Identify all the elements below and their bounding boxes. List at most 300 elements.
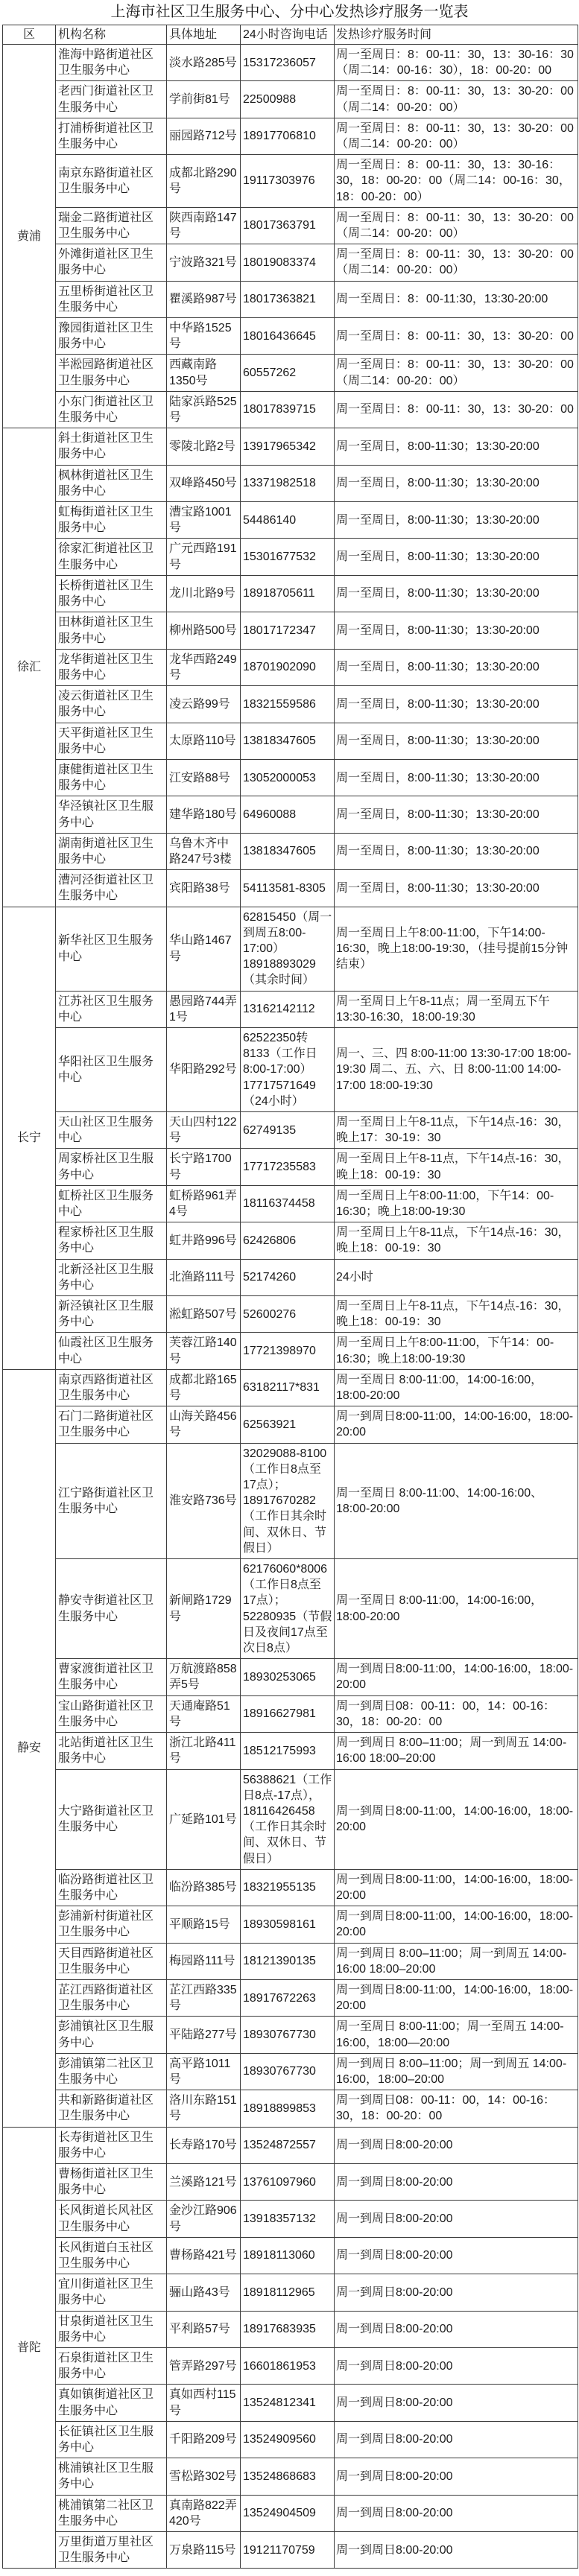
institution-name: 南京东路街道社区卫生服务中心 — [56, 155, 167, 208]
address: 零陵北路2号 — [167, 428, 241, 465]
service-hours: 周一到周日 8:00–11:00；周一到周五 14:00-16:00，18:00–20:00 — [335, 2053, 578, 2090]
address: 芷江西路335号 — [167, 1979, 241, 2016]
institution-name: 豫园街道社区卫生服务中心 — [56, 318, 167, 355]
service-hours: 周一至周日，8:00-11:30；13:30-20:00 — [335, 796, 578, 833]
consult-phone: 18916627981 — [241, 1695, 335, 1732]
page-title: 上海市社区卫生服务中心、分中心发热诊疗服务一览表 — [110, 4, 469, 20]
consult-phone: 17721398970 — [241, 1333, 335, 1369]
table-row — [3, 45, 578, 81]
address: 平顺路15号 — [167, 1906, 241, 1943]
service-hours: 周一至周日，8:00-11:30；13:30-20:00 — [335, 870, 578, 907]
consult-phone: 62563921 — [241, 1406, 335, 1443]
consult-phone: 17717235583 — [241, 1149, 335, 1185]
address: 华山路1467号 — [167, 907, 241, 991]
service-hours: 周一至周日 8:00-11:00、14:00-16:00、18:00-20:00 — [335, 1443, 578, 1558]
institution-name: 江苏社区卫生服务中心 — [56, 991, 167, 1027]
table-row — [3, 1222, 578, 1259]
consult-phone: 18918113060 — [241, 2237, 335, 2274]
service-hours: 周一至周日，8:00-11:30；13:30-20:00 — [335, 428, 578, 465]
consult-phone: 62749135 — [241, 1111, 335, 1148]
service-hours: 周一至周日，8:00-11:30；13:30-20:00 — [335, 612, 578, 649]
table-row — [3, 391, 578, 428]
consult-phone: 18321559586 — [241, 686, 335, 723]
address: 广延路101号 — [167, 1769, 241, 1869]
service-hours: 周一至周日 8:00-11:00，14:00-16:00，18:00-20:00 — [335, 1369, 578, 1406]
consult-phone: 52174260 — [241, 1259, 335, 1295]
district-name: 徐汇 — [3, 428, 56, 907]
district-name: 长宁 — [3, 907, 56, 1369]
consult-phone: 60557262 — [241, 355, 335, 391]
service-hours: 周一至周日，8:00-11:30；13:30-20:00 — [335, 539, 578, 575]
table-row — [3, 1369, 578, 1406]
address: 漕宝路1001号 — [167, 502, 241, 539]
service-hours: 周一至周日上午8-11点；周一至周五下午13:30-16:30，18:00-19:30 — [335, 991, 578, 1027]
address: 真南路822弄420号 — [167, 2495, 241, 2531]
consult-phone: 13918357132 — [241, 2201, 335, 2237]
address: 万航渡路858弄5号 — [167, 1659, 241, 1695]
service-hours: 周一到周日8:00-20:00 — [335, 2163, 578, 2200]
address: 宁波路321号 — [167, 244, 241, 281]
institution-name: 石泉街道社区卫生服务中心 — [56, 2348, 167, 2385]
institution-name: 徐家汇街道社区卫生服务中心 — [56, 539, 167, 575]
service-hours: 周一到周日 8:00–11:00；周一到周五 14:00-16:00 18:00–20:00 — [335, 1943, 578, 1979]
institution-name: 龙华街道社区卫生服务中心 — [56, 649, 167, 685]
consult-phone: 18019083374 — [241, 244, 335, 281]
institution-name: 桃浦镇第二社区卫生服务中心 — [56, 2495, 167, 2531]
header-district: 区 — [3, 25, 56, 45]
consult-phone: 18930253065 — [241, 1659, 335, 1695]
institution-name: 江宁路街道社区卫生服务中心 — [56, 1443, 167, 1558]
address: 建华路180号 — [167, 796, 241, 833]
table-row — [3, 870, 578, 907]
institution-name: 大宁路街道社区卫生服务中心 — [56, 1769, 167, 1869]
institution-name: 长风街道长风社区卫生服务中心 — [56, 2201, 167, 2237]
address: 成都北路165号 — [167, 1369, 241, 1406]
institution-name: 康健街道社区卫生服务中心 — [56, 759, 167, 796]
table-row — [3, 1979, 578, 2016]
consult-phone: 18017839715 — [241, 391, 335, 428]
consult-phone: 18121390135 — [241, 1943, 335, 1979]
address: 天通庵路51号 — [167, 1695, 241, 1732]
service-hours: 周一到周日8:00-11:00，14:00-16:00，18:00-20:00 — [335, 1869, 578, 1906]
consult-phone: 18116374458 — [241, 1185, 335, 1222]
service-hours: 周一至周日：8：00-11：30，13：30-20：00（周二14：00-20：00） — [335, 118, 578, 154]
address: 浙江北路411号 — [167, 1733, 241, 1769]
table-row — [3, 575, 578, 612]
institution-name: 长风街道白玉社区卫生服务中心 — [56, 2237, 167, 2274]
address: 金沙江路906号 — [167, 2201, 241, 2237]
table-row — [3, 281, 578, 317]
service-hours: 周一至周日：8：00-11：30，13：30-20：00 — [335, 391, 578, 428]
address: 芙蓉江路140号 — [167, 1333, 241, 1369]
table-row — [3, 81, 578, 118]
institution-name: 瑞金二路街道社区卫生服务中心 — [56, 207, 167, 244]
institution-name: 程家桥社区卫生服务中心 — [56, 1222, 167, 1259]
address: 淞虹路507号 — [167, 1296, 241, 1333]
institution-name: 新华社区卫生服务中心 — [56, 907, 167, 991]
institution-name: 凌云街道社区卫生服务中心 — [56, 686, 167, 723]
service-hours: 周一至周日，8:00-11:30；13:30-20:00 — [335, 465, 578, 501]
service-hours: 周一至周日：8：00-11：30，13：30-20：00 — [335, 318, 578, 355]
address: 千阳路209号 — [167, 2421, 241, 2458]
consult-phone: 18017363791 — [241, 207, 335, 244]
table-row — [3, 2127, 578, 2163]
table-row — [3, 207, 578, 244]
service-hours: 周一到周日8:00-20:00 — [335, 2274, 578, 2311]
table-row — [3, 428, 578, 465]
table-row — [3, 2274, 578, 2311]
table-row — [3, 1695, 578, 1732]
service-hours: 周一至周日上午8-11点，下午14点-16：30，晚上18：00-19：30 — [335, 1149, 578, 1185]
table-row — [3, 2348, 578, 2385]
service-hours: 周一至周日上午8:00-11:00，下午14：00-16:30；晚上18:00-19:30 — [335, 1333, 578, 1369]
table-row — [3, 2495, 578, 2531]
service-hours: 周一到周日8:00-11:00，14:00-16:00，18:00-20:00 — [335, 1769, 578, 1869]
address: 新闸路1729号 — [167, 1559, 241, 1659]
table-row — [3, 2458, 578, 2495]
institution-name: 漕河泾街道社区卫生服务中心 — [56, 870, 167, 907]
address: 龙华西路249号 — [167, 649, 241, 685]
consult-phone: 19121170759 — [241, 2532, 335, 2569]
address: 太原路110号 — [167, 723, 241, 759]
consult-phone: 18918112965 — [241, 2274, 335, 2311]
table-row — [3, 759, 578, 796]
service-hours: 周一至周日上午8-11点，下午14点-16：30，晚上18：00-19：30 — [335, 1296, 578, 1333]
service-hours: 周一到周日8:00-11:00，14:00-16:00，18:00-20:00 — [335, 1406, 578, 1443]
institution-name: 虹梅街道社区卫生服务中心 — [56, 502, 167, 539]
service-hours: 周一到周日8:00-11:00，14:00-16:00，18:00-20:00 — [335, 1906, 578, 1943]
consult-phone: 52600276 — [241, 1296, 335, 1333]
service-hours: 周一至周日，8:00-11:30；13:30-20:00 — [335, 502, 578, 539]
address: 临汾路385号 — [167, 1869, 241, 1906]
table-row — [3, 1185, 578, 1222]
service-hours: 周一至周日：8：00-11：30，13：30-20：00（周二14：00-20：00） — [335, 81, 578, 118]
address: 万泉路115号 — [167, 2532, 241, 2569]
institution-name: 北站街道社区卫生服务中心 — [56, 1733, 167, 1769]
institution-name: 南京西路街道社区卫生服务中心 — [56, 1369, 167, 1406]
address: 成都北路290号 — [167, 155, 241, 208]
institution-name: 长寿街道社区卫生服务中心 — [56, 2127, 167, 2163]
table-row — [3, 1869, 578, 1906]
service-hours: 周一到周日8:00-20:00 — [335, 2127, 578, 2163]
institution-name: 湖南街道社区卫生服务中心 — [56, 833, 167, 869]
address: 瞿溪路987号 — [167, 281, 241, 317]
table-row — [3, 1559, 578, 1659]
consult-phone: 18917683935 — [241, 2311, 335, 2347]
address: 兰溪路121号 — [167, 2163, 241, 2200]
table-row — [3, 155, 578, 208]
address: 平利路57号 — [167, 2311, 241, 2347]
consult-phone: 32029088-8100（工作日8点至17点）；18917670282（工作日其余时间、双休日、节假日） — [241, 1443, 335, 1558]
consult-phone: 13917965342 — [241, 428, 335, 465]
table-row — [3, 2201, 578, 2237]
consult-phone: 15317236057 — [241, 45, 335, 81]
institution-name: 天目西路街道社区卫生服务中心 — [56, 1943, 167, 1979]
consult-phone: 18930598161 — [241, 1906, 335, 1943]
service-hours: 周一至周日：8：00-11：30，13：30-20：00（周二14：00-20：00） — [335, 207, 578, 244]
consult-phone: 15301677532 — [241, 539, 335, 575]
address: 淡水路285号 — [167, 45, 241, 81]
table-row — [3, 1659, 578, 1695]
address: 高平路1011号 — [167, 2053, 241, 2090]
service-hours: 周一到周日8:00-20:00 — [335, 2532, 578, 2569]
service-hours: 周一至周日，8:00-11:30；13:30-20:00 — [335, 575, 578, 612]
consult-phone: 18016436645 — [241, 318, 335, 355]
address: 淮安路736号 — [167, 1443, 241, 1558]
institution-name: 五里桥街道社区卫生服务中心 — [56, 281, 167, 317]
consult-phone: 63182117*831 — [241, 1369, 335, 1406]
table-row — [3, 907, 578, 991]
service-hours: 周一到周日 8:00–11:00；周一到周五 14:00-16:00 18:00–20:00 — [335, 1733, 578, 1769]
institution-name: 虹桥社区卫生服务中心 — [56, 1185, 167, 1222]
table-row — [3, 1406, 578, 1443]
consult-phone: 18918705611 — [241, 575, 335, 612]
service-hours: 周一至周日上午8-11点，下午14点-16：30，晚上17：30-19：30 — [335, 1111, 578, 1148]
institution-name: 天山社区卫生服务中心 — [56, 1111, 167, 1148]
table-row — [3, 991, 578, 1027]
institution-name: 彭浦新村街道社区卫生服务中心 — [56, 1906, 167, 1943]
table-row — [3, 355, 578, 391]
table-row — [3, 612, 578, 649]
table-row — [3, 649, 578, 685]
address: 陆家浜路525号 — [167, 391, 241, 428]
institution-name: 长征镇社区卫生服务中心 — [56, 2421, 167, 2458]
institution-name: 淮海中路街道社区卫生服务中心 — [56, 45, 167, 81]
service-hours: 周一至周日：8：00-11：30，13：30-20：00（周二14：00-20：00） — [335, 244, 578, 281]
address: 虹井路996号 — [167, 1222, 241, 1259]
table-row — [3, 502, 578, 539]
institution-name: 宝山路街道社区卫生服务中心 — [56, 1695, 167, 1732]
consult-phone: 13818347605 — [241, 833, 335, 869]
consult-phone: 54113581-8305 — [241, 870, 335, 907]
service-hours: 周一至周日，8:00-11:30；13:30-20:00 — [335, 649, 578, 685]
address: 愚园路744弄1号 — [167, 991, 241, 1027]
consult-phone: 13524909560 — [241, 2421, 335, 2458]
service-hours: 周一至周日，8:00-11:30；13:30-20:00 — [335, 833, 578, 869]
table-row — [3, 1443, 578, 1558]
service-hours: 周一到周日8:00-20:00 — [335, 2348, 578, 2385]
consult-phone: 18512175993 — [241, 1733, 335, 1769]
institution-name: 石门二路街道社区卫生服务中心 — [56, 1406, 167, 1443]
institution-name: 小东门街道社区卫生服务中心 — [56, 391, 167, 428]
table-row — [3, 2421, 578, 2458]
clinic-table — [2, 25, 578, 2569]
consult-phone: 18017172347 — [241, 612, 335, 649]
district-name: 普陀 — [3, 2127, 56, 2569]
district-name: 黄浦 — [3, 45, 56, 428]
consult-phone: 62815450（周一到周五8:00-17:00）18918893029（其余时间） — [241, 907, 335, 991]
service-hours: 周一至周日：8：00-11：30，13：30-20：00（周二14：00-20：00） — [335, 355, 578, 391]
institution-name: 半淞园路街道社区卫生服务中心 — [56, 355, 167, 391]
consult-phone: 13818347605 — [241, 723, 335, 759]
institution-name: 甘泉街道社区卫生服务中心 — [56, 2311, 167, 2347]
table-row — [3, 318, 578, 355]
address: 真如西村115号 — [167, 2385, 241, 2421]
institution-name: 曹杨街道社区卫生服务中心 — [56, 2163, 167, 2200]
institution-name: 华阳社区卫生服务中心 — [56, 1027, 167, 1111]
district-name: 静安 — [3, 1369, 56, 2127]
institution-name: 华泾镇社区卫生服务中心 — [56, 796, 167, 833]
service-hours: 周一至周日 8:00-11:00，14:00-16:00，18:00-20:00 — [335, 1559, 578, 1659]
consult-phone: 13524872557 — [241, 2127, 335, 2163]
address: 中华路1525号 — [167, 318, 241, 355]
table-row — [3, 1733, 578, 1769]
address: 曹杨路421号 — [167, 2237, 241, 2274]
table-row — [3, 833, 578, 869]
table-row — [3, 2090, 578, 2127]
service-hours: 周一至周日，8:00-11:30；13:30-20:00 — [335, 759, 578, 796]
service-hours: 周一到周日8:00-20:00 — [335, 2237, 578, 2274]
address: 龙川北路9号 — [167, 575, 241, 612]
institution-name: 彭浦镇社区卫生服务中心 — [56, 2017, 167, 2053]
institution-name: 老西门街道社区卫生服务中心 — [56, 81, 167, 118]
address: 梅园路111号 — [167, 1943, 241, 1979]
address: 平陆路277号 — [167, 2017, 241, 2053]
address: 长寿路170号 — [167, 2127, 241, 2163]
address: 学前街81号 — [167, 81, 241, 118]
address: 管弄路297号 — [167, 2348, 241, 2385]
address: 洛川东路151号 — [167, 2090, 241, 2127]
consult-phone: 18930767730 — [241, 2017, 335, 2053]
institution-name: 万里街道万里社区卫生服务中心 — [56, 2532, 167, 2569]
address: 江安路88号 — [167, 759, 241, 796]
institution-name: 桃浦镇社区卫生服务中心 — [56, 2458, 167, 2495]
institution-name: 外滩街道社区卫生服务中心 — [56, 244, 167, 281]
institution-name: 曹家渡街道社区卫生服务中心 — [56, 1659, 167, 1695]
consult-phone: 18930767730 — [241, 2053, 335, 2090]
service-hours: 周一到周日8:00-20:00 — [335, 2201, 578, 2237]
address: 丽园路712号 — [167, 118, 241, 154]
institution-name: 仙霞社区卫生服务中心 — [56, 1333, 167, 1369]
institution-name: 宜川街道社区卫生服务中心 — [56, 2274, 167, 2311]
institution-name: 真如镇街道社区卫生服务中心 — [56, 2385, 167, 2421]
table-row — [3, 2237, 578, 2274]
consult-phone: 13524812341 — [241, 2385, 335, 2421]
service-hours: 周一至周日，8:00-11:30；13:30-20:00 — [335, 686, 578, 723]
consult-phone: 54486140 — [241, 502, 335, 539]
service-hours: 周一到周日8:00-20:00 — [335, 2458, 578, 2495]
table-row — [3, 723, 578, 759]
institution-name: 共和新路街道社区卫生服务中心 — [56, 2090, 167, 2127]
service-hours: 周一到周日8:00-11:00，14:00-16:00，18:00-20:00 — [335, 1979, 578, 2016]
address: 广元西路191号 — [167, 539, 241, 575]
table-row — [3, 465, 578, 501]
address: 乌鲁木齐中路247号3楼 — [167, 833, 241, 869]
address: 骊山路43号 — [167, 2274, 241, 2311]
service-hours: 周一到周日8:00-20:00 — [335, 2421, 578, 2458]
table-row — [3, 1111, 578, 1148]
consult-phone: 13052000053 — [241, 759, 335, 796]
service-hours: 周一到周日8:00-11:00，14:00-16:00，18:00-20:00 — [335, 1659, 578, 1695]
table-row — [3, 2311, 578, 2347]
consult-phone: 64960088 — [241, 796, 335, 833]
consult-phone: 62426806 — [241, 1222, 335, 1259]
institution-name: 斜土街道社区卫生服务中心 — [56, 428, 167, 465]
address: 柳州路500号 — [167, 612, 241, 649]
service-hours: 周一到周日8:00-20:00 — [335, 2385, 578, 2421]
table-row — [3, 1259, 578, 1295]
service-hours: 周一至周日：8：00-11：30，13：30-16：30，18：00-20：00（周二14：00-16：30，18：00-20：00） — [335, 155, 578, 208]
table-row — [3, 2017, 578, 2053]
address: 华阳路292号 — [167, 1027, 241, 1111]
table-row — [3, 1333, 578, 1369]
address: 雪松路302号 — [167, 2458, 241, 2495]
address: 虹桥路961弄4号 — [167, 1185, 241, 1222]
consult-phone: 18918899853 — [241, 2090, 335, 2127]
consult-phone: 62176060*8006（工作日8点至17点）；52280935（节假日及夜间17点至次日8点） — [241, 1559, 335, 1659]
institution-name: 枫林街道社区卫生服务中心 — [56, 465, 167, 501]
address: 长宁路1700号 — [167, 1149, 241, 1185]
table-row — [3, 2163, 578, 2200]
institution-name: 北新泾社区卫生服务中心 — [56, 1259, 167, 1295]
address: 凌云路99号 — [167, 686, 241, 723]
consult-phone: 13162142112 — [241, 991, 335, 1027]
table-row — [3, 1906, 578, 1943]
address: 陕西南路147号 — [167, 207, 241, 244]
table-row — [3, 686, 578, 723]
table-row — [3, 1149, 578, 1185]
consult-phone: 18017363821 — [241, 281, 335, 317]
service-hours: 周一到周日08：00-11：00，14：00-16：30，18：00-20：00 — [335, 2090, 578, 2127]
service-hours: 周一至周日：8：00-11：30，13：30-16：30（周二14：00-16：30），18：00-20：00 — [335, 45, 578, 81]
service-hours: 周一、三、四 8:00-11:00 13:30-17:00 18:00-19:30 周二、五、六、日 8:00-11:00 14:00-17:00 18:00-19:30 — [335, 1027, 578, 1111]
consult-phone: 13761097960 — [241, 2163, 335, 2200]
service-hours: 周一至周日，8:00-11:30；13:30-20:00 — [335, 723, 578, 759]
table-row — [3, 1769, 578, 1869]
service-hours: 周一到周日8:00-20:00 — [335, 2311, 578, 2347]
consult-phone: 13524868683 — [241, 2458, 335, 2495]
institution-name: 周家桥社区卫生服务中心 — [56, 1149, 167, 1185]
institution-name: 临汾路街道社区卫生服务中心 — [56, 1869, 167, 1906]
consult-phone: 19117303976 — [241, 155, 335, 208]
consult-phone: 13524904509 — [241, 2495, 335, 2531]
header-institution: 机构名称 — [56, 25, 167, 45]
table-row — [3, 2532, 578, 2569]
consult-phone: 18321955135 — [241, 1869, 335, 1906]
table-row — [3, 796, 578, 833]
consult-phone: 18917672263 — [241, 1979, 335, 2016]
institution-name: 芷江西路街道社区卫生服务中心 — [56, 1979, 167, 2016]
institution-name: 新泾镇社区卫生服务中心 — [56, 1296, 167, 1333]
service-hours: 周一至周日上午8:00-11:00，下午14:00-16:30，晚上18:00-19:30，（挂号提前15分钟结束） — [335, 907, 578, 991]
table-row — [3, 1296, 578, 1333]
header-row — [3, 25, 578, 45]
table-row — [3, 2053, 578, 2090]
consult-phone: 13371982518 — [241, 465, 335, 501]
table-row — [3, 1027, 578, 1111]
service-hours: 周一到周日8:00-20:00 — [335, 2495, 578, 2531]
table-row — [3, 539, 578, 575]
header-hours: 发热诊疗服务时间 — [335, 25, 578, 45]
institution-name: 长桥街道社区卫生服务中心 — [56, 575, 167, 612]
institution-name: 静安寺街道社区卫生服务中心 — [56, 1559, 167, 1659]
service-hours: 周一到周日08：00-11：00，14：00-16：30，18：00-20：00 — [335, 1695, 578, 1732]
consult-phone: 56388621（工作日8点-17点），18116426458（工作日其余时间、双休日、节假日） — [241, 1769, 335, 1869]
service-hours: 周一至周日 8:00-11:00；周一至周五 14:00-16:00，18:00—20:00 — [335, 2017, 578, 2053]
address: 西藏南路1350号 — [167, 355, 241, 391]
consult-phone: 18917706810 — [241, 118, 335, 154]
table-row — [3, 244, 578, 281]
service-hours: 24小时 — [335, 1259, 578, 1295]
header-address: 具体地址 — [167, 25, 241, 45]
institution-name: 田林街道社区卫生服务中心 — [56, 612, 167, 649]
institution-name: 天平街道社区卫生服务中心 — [56, 723, 167, 759]
service-hours: 周一至周日上午8-11点，下午14点-16：30，晚上18：00-19：30 — [335, 1222, 578, 1259]
institution-name: 彭浦镇第二社区卫生服务中心 — [56, 2053, 167, 2090]
address: 宾阳路38号 — [167, 870, 241, 907]
header-phone: 24小时咨询电话 — [241, 25, 335, 45]
address: 北渔路111号 — [167, 1259, 241, 1295]
